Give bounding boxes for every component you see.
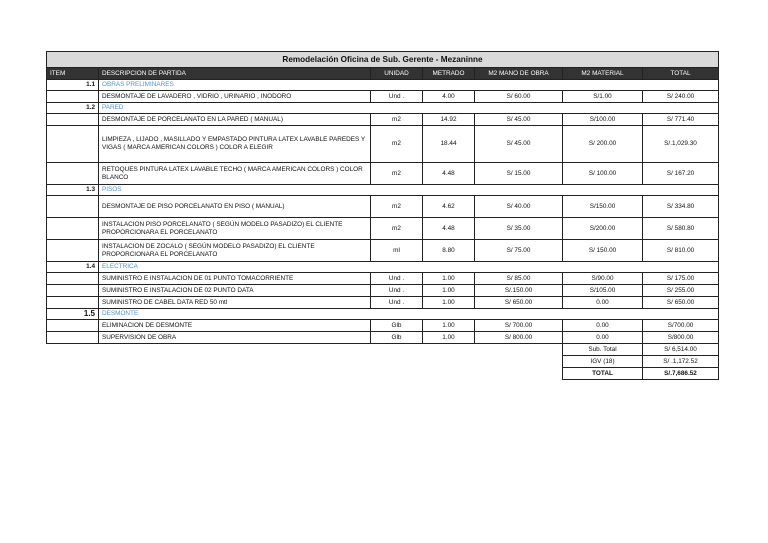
col-metrado: METRADO [423, 68, 475, 80]
subtotal-row [47, 344, 719, 356]
mano-cell: S/ 35.00 [475, 218, 563, 240]
item-cell [47, 91, 99, 103]
total-cell: S/ 810.00 [643, 240, 719, 262]
metrado-cell: 14.92 [423, 114, 475, 126]
table-row [47, 285, 719, 297]
section-number: 1.5 [47, 309, 99, 320]
item-cell [47, 332, 99, 344]
item-cell [47, 273, 99, 285]
item-cell [47, 126, 99, 163]
desc-cell: ELIMINACION DE DESMONTE [99, 320, 371, 332]
desc-cell: INSTALACION PISO PORCELANATO ( SEGÚN MODELO PASADIZO) EL CLIENTE PROPORCIONARA EL PORCELANATO [99, 218, 371, 240]
table-row [47, 240, 719, 262]
col-total: TOTAL [643, 68, 719, 80]
section-name: DESMONTE [99, 309, 719, 320]
material-cell: S/90.00 [563, 273, 643, 285]
total-cell: S/.1,029.30 [643, 126, 719, 163]
metrado-cell: 1.00 [423, 273, 475, 285]
col-descripcion: DESCRIPCION DE PARTIDA [99, 68, 371, 80]
mano-cell: S/ 85.00 [475, 273, 563, 285]
unidad-cell: Und . [371, 285, 423, 297]
section-number: 1.3 [47, 185, 99, 196]
material-cell: S/105.00 [563, 285, 643, 297]
section-row [47, 185, 719, 196]
desc-cell: DESMONTAJE DE LAVADERO , VIDRIO , URINARIO , INODORO [99, 91, 371, 103]
col-mano-obra: M2 MANO DE OBRA [475, 68, 563, 80]
desc-cell: SUMINISTRO E INSTALACION DE 02 PUNTO DATA [99, 285, 371, 297]
item-cell [47, 297, 99, 309]
metrado-cell: 1.00 [423, 285, 475, 297]
unidad-cell: m2 [371, 196, 423, 218]
material-cell: S/200.00 [563, 218, 643, 240]
col-item: ITEM [47, 68, 99, 80]
unidad-cell: Glb [371, 332, 423, 344]
header-row [47, 68, 719, 80]
metrado-cell: 8.80 [423, 240, 475, 262]
item-cell [47, 196, 99, 218]
desc-cell: SUMINISTRO DE CABEL DATA RED 50 mtl [99, 297, 371, 309]
table-row [47, 332, 719, 344]
total-cell: S/ 334.80 [643, 196, 719, 218]
metrado-cell: 4.62 [423, 196, 475, 218]
desc-cell: RETOQUES PINTURA LATEX LAVABLE TECHO ( MARCA AMERICAN COLORS ) COLOR BLANCO [99, 163, 371, 185]
section-row [47, 309, 719, 320]
metrado-cell: 18.44 [423, 126, 475, 163]
table-row [47, 114, 719, 126]
table-row [47, 297, 719, 309]
unidad-cell: ml [371, 240, 423, 262]
material-cell: S/ 150.00 [563, 240, 643, 262]
material-cell: 0.00 [563, 332, 643, 344]
subtotal-label: Sub. Total [563, 344, 643, 356]
material-cell: 0.00 [563, 320, 643, 332]
metrado-cell: 4.48 [423, 163, 475, 185]
mano-cell: S/ 45.00 [475, 114, 563, 126]
desc-cell: DESMONTAJE DE PORCELANATO EN LA PARED ( MANUAL) [99, 114, 371, 126]
grand-total-label: TOTAL [563, 368, 643, 380]
metrado-cell: 4.00 [423, 91, 475, 103]
table-row [47, 196, 719, 218]
unidad-cell: m2 [371, 163, 423, 185]
item-cell [47, 114, 99, 126]
metrado-cell: 4.48 [423, 218, 475, 240]
sheet-title: Remodelación Oficina de Sub. Gerente - Mezaninne [47, 52, 719, 68]
desc-cell: INSTALACION DE ZOCALO ( SEGÚN MODELO PASADIZO) EL CLIENTE PROPORCIONARA EL PORCELANATO [99, 240, 371, 262]
igv-row [47, 356, 719, 368]
desc-cell: DESMONTAJE DE PISO PORCELANATO EN PISO ( MANUAL) [99, 196, 371, 218]
grand-total-row [47, 368, 719, 380]
material-cell: 0.00 [563, 297, 643, 309]
total-cell: S/700.00 [643, 320, 719, 332]
section-name: OBRAS PRELIMINARES [99, 80, 719, 91]
item-cell [47, 163, 99, 185]
mano-cell: S/.150.00 [475, 285, 563, 297]
unidad-cell: m2 [371, 218, 423, 240]
total-cell: S/ 255.00 [643, 285, 719, 297]
section-name: PISOS [99, 185, 719, 196]
total-cell: S/ 650.00 [643, 297, 719, 309]
table-row [47, 218, 719, 240]
table-row [47, 126, 719, 163]
mano-cell: S/ 75.00 [475, 240, 563, 262]
unidad-cell: m2 [371, 126, 423, 163]
section-number: 1.2 [47, 103, 99, 114]
total-cell: S/ 240.00 [643, 91, 719, 103]
igv-label: IGV (18) [563, 356, 643, 368]
subtotal-value: S/ 6,514.00 [643, 344, 719, 356]
table-row [47, 320, 719, 332]
budget-sheet [46, 51, 718, 380]
mano-cell: S/ 800.00 [475, 332, 563, 344]
section-row [47, 103, 719, 114]
unidad-cell: m2 [371, 114, 423, 126]
table-row [47, 163, 719, 185]
unidad-cell: Glb [371, 320, 423, 332]
mano-cell: S/ 700.00 [475, 320, 563, 332]
mano-cell: S/ 45.00 [475, 126, 563, 163]
material-cell: S/1.00 [563, 91, 643, 103]
item-cell [47, 320, 99, 332]
section-row [47, 80, 719, 91]
unidad-cell: Und . [371, 91, 423, 103]
title-row [47, 52, 719, 68]
mano-cell: S/ 40.00 [475, 196, 563, 218]
total-cell: S/ 580.80 [643, 218, 719, 240]
item-cell [47, 218, 99, 240]
section-row [47, 262, 719, 273]
desc-cell: SUMINISTRO E INSTALACION DE 01 PUNTO TOMACORRIENTE [99, 273, 371, 285]
col-material: M2 MATERIAL [563, 68, 643, 80]
total-cell: S/ 771.40 [643, 114, 719, 126]
metrado-cell: 1.00 [423, 320, 475, 332]
material-cell: S/150.00 [563, 196, 643, 218]
item-cell [47, 285, 99, 297]
material-cell: S/ 200.00 [563, 126, 643, 163]
section-name: PARED [99, 103, 719, 114]
grand-total-value: S/.7,686.52 [643, 368, 719, 380]
total-cell: S/ 175.00 [643, 273, 719, 285]
section-number: 1.1 [47, 80, 99, 91]
unidad-cell: Und . [371, 297, 423, 309]
mano-cell: S/ 60.00 [475, 91, 563, 103]
unidad-cell: Und . [371, 273, 423, 285]
metrado-cell: 1.00 [423, 297, 475, 309]
item-cell [47, 240, 99, 262]
total-cell: S/800.00 [643, 332, 719, 344]
desc-cell: SUPERVISION DE OBRA [99, 332, 371, 344]
budget-table [46, 51, 719, 380]
material-cell: S/ 100.00 [563, 163, 643, 185]
mano-cell: S/ 15.00 [475, 163, 563, 185]
table-row [47, 273, 719, 285]
section-number: 1.4 [47, 262, 99, 273]
metrado-cell: 1.00 [423, 332, 475, 344]
totals-block [47, 344, 719, 380]
igv-value: S/ .1,172.52 [643, 356, 719, 368]
mano-cell: S/ 650.00 [475, 297, 563, 309]
total-cell: S/ 167.20 [643, 163, 719, 185]
col-unidad: UNIDAD [371, 68, 423, 80]
table-row [47, 91, 719, 103]
section-name: ELECTRICA [99, 262, 719, 273]
desc-cell: LIMPIEZA , LIJADO , MASILLADO Y EMPASTADO PINTURA LATEX LAVABLE PAREDES Y VIGAS ( MARCA AMERICAN COLORS ) COLOR A ELEGIR [99, 126, 371, 163]
material-cell: S/100.00 [563, 114, 643, 126]
